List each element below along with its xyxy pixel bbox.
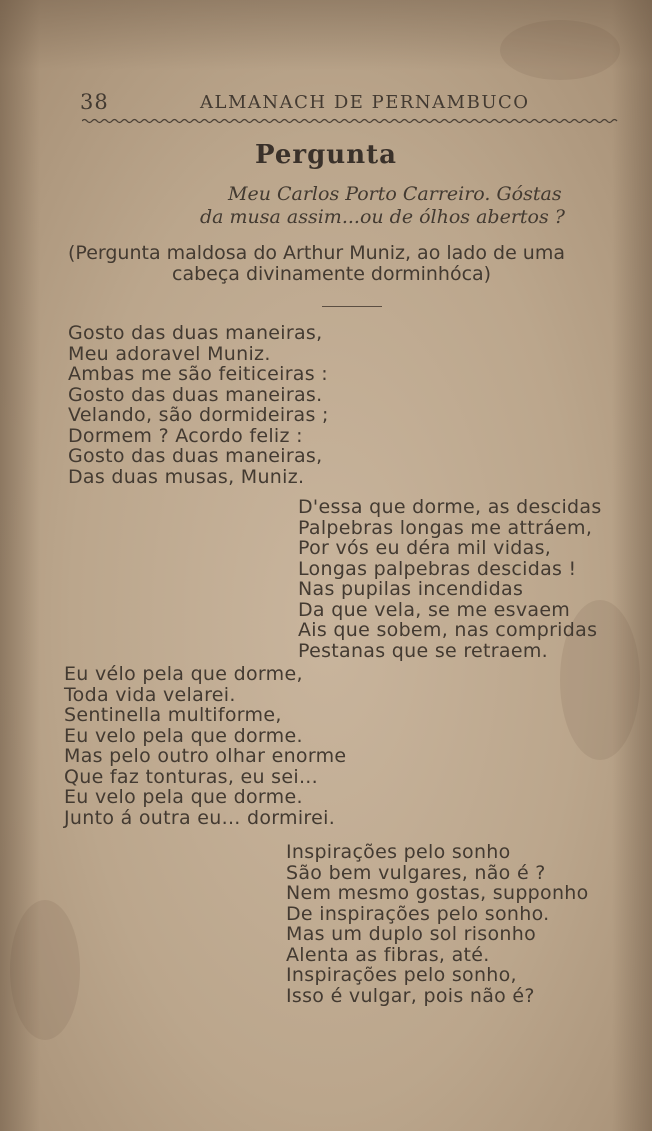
verse-line: Que faz tonturas, eu sei... xyxy=(64,765,318,788)
verse-line: D'essa que dorme, as descidas xyxy=(298,496,602,518)
verse-line: Eu velo pela que dorme. xyxy=(64,724,303,747)
context-note xyxy=(68,243,565,285)
page-header xyxy=(80,90,620,120)
header-wavy-rule xyxy=(82,118,620,124)
stanza-2 xyxy=(298,497,602,661)
verse-line: Alenta as fibras, até. xyxy=(286,943,490,966)
verse-line: Inspirações pelo sonho, xyxy=(286,964,517,986)
dedication-line: da musa assim...ou de ólhos abertos ? xyxy=(200,206,565,228)
verse-line: Dormem ? Acordo feliz : xyxy=(68,424,303,447)
verse-line: Nas pupilas incendidas xyxy=(298,578,524,600)
verse-line: Toda vida velarei. xyxy=(64,683,236,706)
stanza-4 xyxy=(286,842,589,1006)
verse-line: São bem vulgares, não é ? xyxy=(286,861,546,884)
verse-line: Ambas me são feiticeiras : xyxy=(68,363,328,385)
verse-line: Palpebras longas me attráem, xyxy=(298,516,593,539)
poem-title: Pergunta xyxy=(255,140,397,170)
verse-line: Longas palpebras descidas ! xyxy=(298,557,577,580)
verse-line: Por vós eu déra mil vidas, xyxy=(298,537,552,559)
verse-line: Isso é vulgar, pois não é? xyxy=(286,984,535,1007)
verse-line: Mas um duplo sol risonho xyxy=(286,923,537,945)
verse-line: Velando, são dormideiras ; xyxy=(68,404,329,426)
stanza-3 xyxy=(64,664,346,828)
verse-line: Gosto das duas maneiras. xyxy=(68,383,323,406)
note-line: cabeça divinamente dorminhóca) xyxy=(172,263,492,285)
stanza-1 xyxy=(68,323,329,487)
verse-line: Ais que sobem, nas compridas xyxy=(298,619,598,641)
verse-line: Meu adoravel Muniz. xyxy=(68,342,271,365)
verse-line: Nem mesmo gostas, supponho xyxy=(286,882,589,904)
verse-line: Pestanas que se retraem. xyxy=(298,639,548,662)
note-line: (Pergunta maldosa do Arthur Muniz, ao lado de uma xyxy=(68,242,565,264)
verse-line: Sentinella multiforme, xyxy=(64,704,282,726)
paper-stain xyxy=(500,20,620,80)
verse-line: De inspirações pelo sonho. xyxy=(286,902,550,925)
running-title: ALMANACH DE PERNAMBUCO xyxy=(200,92,530,113)
section-divider xyxy=(322,306,382,307)
dedication-line: Meu Carlos Porto Carreiro. Góstas xyxy=(228,183,562,205)
verse-line: Gosto das duas maneiras, xyxy=(68,445,323,467)
verse-line: Eu velo pela que dorme. xyxy=(64,786,303,808)
paper-stain xyxy=(10,900,80,1040)
verse-line: Inspirações pelo sonho xyxy=(286,841,511,863)
verse-line: Gosto das duas maneiras, xyxy=(68,322,323,344)
verse-line: Eu vélo pela que dorme, xyxy=(64,663,303,685)
verse-line: Das duas musas, Muniz. xyxy=(68,465,305,488)
verse-line: Mas pelo outro olhar enorme xyxy=(64,745,347,767)
verse-line: Da que vela, se me esvaem xyxy=(298,598,571,621)
verse-line: Junto á outra eu... dormirei. xyxy=(64,806,336,829)
dedication xyxy=(200,183,565,229)
page-number: 38 xyxy=(80,90,109,114)
